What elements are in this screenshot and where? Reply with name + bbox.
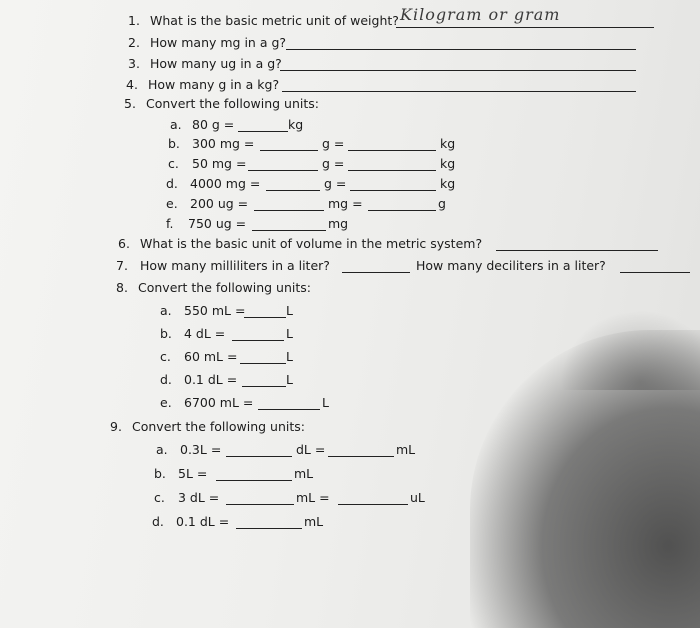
answer-line[interactable] — [244, 317, 286, 318]
item-letter: a. — [160, 303, 172, 318]
item-expression: 5L = — [178, 466, 208, 481]
question-text: What is the basic metric unit of weight? — [150, 13, 399, 28]
unit-label: mg = — [328, 196, 363, 211]
hand-shadow-edge — [560, 310, 700, 390]
unit-label: mL — [396, 442, 416, 457]
answer-line[interactable] — [328, 456, 394, 457]
question-text: How many ug in a g? — [150, 56, 282, 71]
answer-line[interactable] — [280, 70, 636, 71]
item-expression: 0.3L = — [180, 442, 222, 457]
answer-line[interactable] — [348, 150, 436, 151]
answer-line[interactable] — [254, 210, 324, 211]
question-text: What is the basic unit of volume in the metric system? — [140, 236, 483, 251]
answer-line[interactable] — [252, 230, 326, 231]
unit-label: dL = — [296, 442, 326, 457]
answer-line[interactable] — [496, 250, 658, 251]
item-expression: 4 dL = — [184, 326, 226, 341]
question-text: How many mg in a g? — [150, 35, 287, 50]
question-text: How many milliliters in a liter? — [140, 258, 330, 273]
item-expression: 80 g = — [192, 117, 235, 132]
item-letter: b. — [160, 326, 172, 341]
item-letter: d. — [152, 514, 164, 529]
answer-line[interactable] — [238, 131, 288, 132]
unit-label: kg — [288, 117, 304, 132]
item-letter: f. — [166, 216, 174, 231]
question-number: 1. — [128, 13, 140, 28]
question-number: 4. — [126, 77, 138, 92]
unit-label: L — [286, 303, 293, 318]
answer-line[interactable] — [338, 504, 408, 505]
item-expression: 300 mg = — [192, 136, 255, 151]
question-number: 3. — [128, 56, 140, 71]
item-expression: 750 ug = — [188, 216, 247, 231]
question-text: How many g in a kg? — [148, 77, 280, 92]
question-number: 9. — [110, 419, 122, 434]
item-expression: 50 mg = — [192, 156, 247, 171]
answer-line[interactable] — [350, 190, 436, 191]
item-letter: b. — [168, 136, 180, 151]
item-letter: c. — [168, 156, 179, 171]
answer-line[interactable] — [286, 49, 636, 50]
answer-line[interactable] — [396, 27, 654, 28]
answer-line[interactable] — [266, 190, 320, 191]
item-expression: 60 mL = — [184, 349, 238, 364]
hand-shadow — [470, 330, 700, 628]
unit-label: L — [286, 349, 293, 364]
unit-label: L — [322, 395, 329, 410]
answer-line[interactable] — [248, 170, 318, 171]
answer-line[interactable] — [260, 150, 318, 151]
question-text: How many deciliters in a liter? — [416, 258, 606, 273]
answer-line[interactable] — [368, 210, 436, 211]
unit-label: L — [286, 326, 293, 341]
unit-label: kg — [440, 156, 456, 171]
answer-line[interactable] — [226, 456, 292, 457]
unit-label: uL — [410, 490, 425, 505]
question-number: 5. — [124, 96, 136, 111]
item-expression: 3 dL = — [178, 490, 220, 505]
item-letter: a. — [156, 442, 168, 457]
item-expression: 6700 mL = — [184, 395, 254, 410]
unit-label: kg — [440, 176, 456, 191]
question-text: Convert the following units: — [146, 96, 319, 111]
item-letter: d. — [160, 372, 172, 387]
question-number: 2. — [128, 35, 140, 50]
answer-line[interactable] — [242, 386, 286, 387]
item-letter: e. — [166, 196, 178, 211]
item-letter: b. — [154, 466, 166, 481]
answer-line[interactable] — [240, 363, 286, 364]
answer-line[interactable] — [258, 409, 320, 410]
unit-label: g = — [324, 176, 347, 191]
item-expression: 4000 mg = — [190, 176, 261, 191]
question-number: 6. — [118, 236, 130, 251]
answer-line[interactable] — [216, 480, 292, 481]
unit-label: mL — [304, 514, 324, 529]
unit-label: kg — [440, 136, 456, 151]
answer-line[interactable] — [282, 91, 636, 92]
item-letter: d. — [166, 176, 178, 191]
unit-label: g = — [322, 136, 345, 151]
handwritten-answer: Kilogram or gram — [400, 5, 561, 24]
unit-label: mL = — [296, 490, 330, 505]
item-letter: c. — [154, 490, 165, 505]
answer-line[interactable] — [620, 272, 690, 273]
question-number: 8. — [116, 280, 128, 295]
unit-label: g — [438, 196, 446, 211]
item-letter: a. — [170, 117, 182, 132]
item-expression: 0.1 dL = — [176, 514, 230, 529]
unit-label: L — [286, 372, 293, 387]
item-letter: c. — [160, 349, 171, 364]
item-expression: 0.1 dL = — [184, 372, 238, 387]
answer-line[interactable] — [348, 170, 436, 171]
question-text: Convert the following units: — [138, 280, 311, 295]
item-expression: 550 mL = — [184, 303, 246, 318]
unit-label: g = — [322, 156, 345, 171]
item-letter: e. — [160, 395, 172, 410]
unit-label: mg — [328, 216, 349, 231]
question-text: Convert the following units: — [132, 419, 305, 434]
item-expression: 200 ug = — [190, 196, 249, 211]
answer-line[interactable] — [342, 272, 410, 273]
answer-line[interactable] — [232, 340, 284, 341]
answer-line[interactable] — [226, 504, 294, 505]
question-number: 7. — [116, 258, 128, 273]
answer-line[interactable] — [236, 528, 302, 529]
unit-label: mL — [294, 466, 314, 481]
